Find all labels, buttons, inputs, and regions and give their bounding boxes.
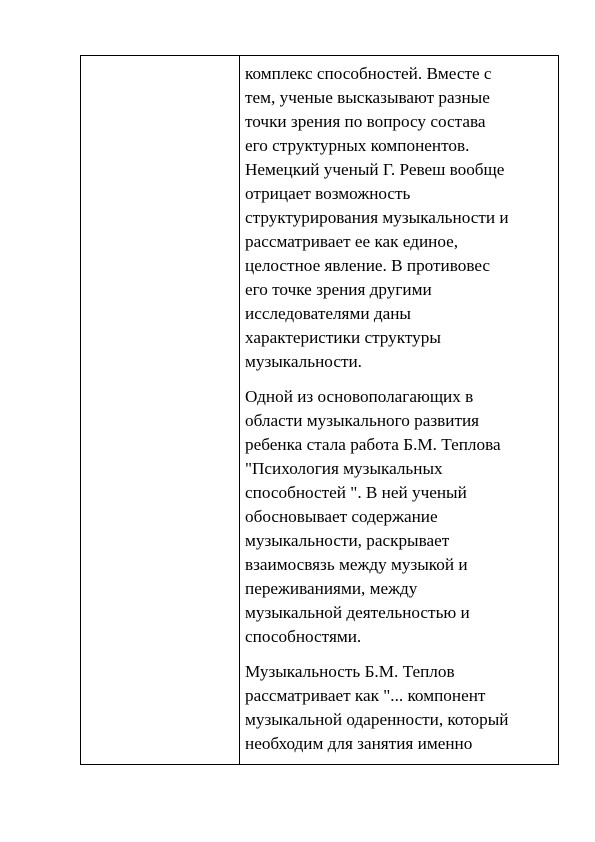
empty-left-cell [81,56,240,765]
text-cell [240,56,559,765]
paragraph-teplov-work: Одной из основополагающих в области музыкального развития ребенка стала работа Б.М. Теплова "Психология музыкальных способностей ". В ней ученый обосновывает содержание музыкальности, раскрывает взаимосвязь между музыкой и переживаниями, между музыкальной деятельностью и способностями. [245,387,501,646]
paragraph-music-ability-structure: комплекс способностей. Вместе с тем, ученые высказывают разные точки зрения по вопросу состава его структурных компонентов. Немецкий ученый Г. Ревеш вообще отрицает возможность структурирования музыкальности и рассматривает ее как единое, целостное явление. В противовес его точке зрения другими исследователями даны характеристики структуры музыкальности. [245,64,509,371]
content-table [80,55,559,765]
table-row [81,56,559,765]
cell-text-body [240,56,558,764]
paragraph-musicality-definition: Музыкальность Б.М. Теплов рассматривает как "... компонент музыкальной одаренности, который необходим для занятия именно [245,662,509,753]
